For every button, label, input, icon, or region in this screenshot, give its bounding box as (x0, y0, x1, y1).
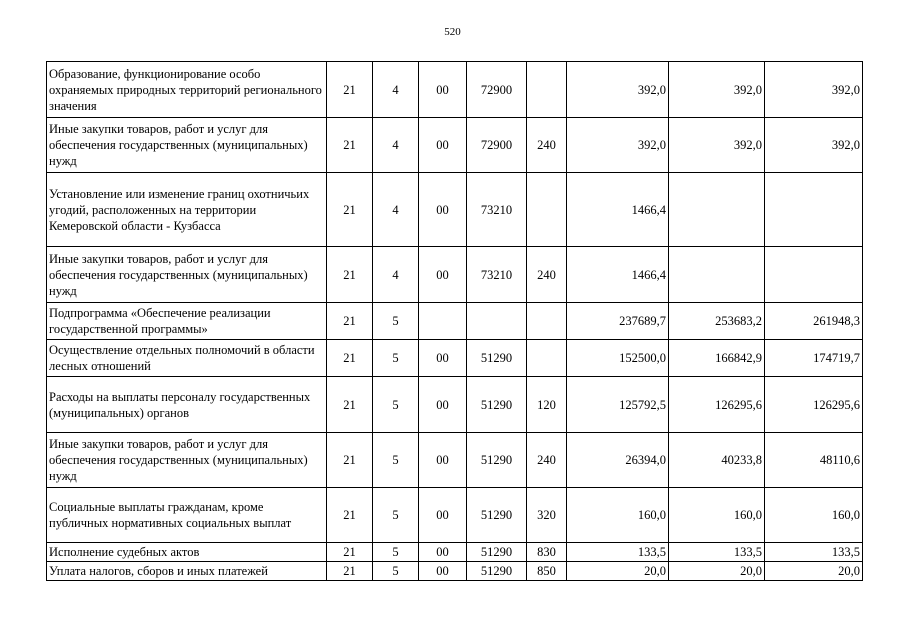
value-cell: 392,0 (765, 118, 863, 173)
code-cell: 00 (419, 247, 467, 303)
code-cell: 5 (373, 543, 419, 562)
row-name: Осуществление отдельных полномочий в области лесных отношений (47, 340, 327, 377)
value-cell: 20,0 (669, 562, 765, 581)
code-cell: 21 (327, 433, 373, 488)
value-cell (765, 247, 863, 303)
code-cell: 320 (527, 488, 567, 543)
code-cell: 73210 (467, 173, 527, 247)
value-cell (765, 173, 863, 247)
code-cell: 00 (419, 543, 467, 562)
code-cell: 850 (527, 562, 567, 581)
code-cell: 4 (373, 118, 419, 173)
value-cell: 133,5 (669, 543, 765, 562)
code-cell (527, 173, 567, 247)
value-cell: 152500,0 (567, 340, 669, 377)
value-cell: 160,0 (567, 488, 669, 543)
code-cell: 4 (373, 247, 419, 303)
value-cell (669, 247, 765, 303)
value-cell: 48110,6 (765, 433, 863, 488)
value-cell (669, 173, 765, 247)
table-row (47, 377, 863, 433)
code-cell: 51290 (467, 488, 527, 543)
value-cell: 160,0 (765, 488, 863, 543)
value-cell: 20,0 (765, 562, 863, 581)
code-cell: 4 (373, 173, 419, 247)
code-cell: 51290 (467, 433, 527, 488)
table-row (47, 543, 863, 562)
value-cell: 253683,2 (669, 303, 765, 340)
table-row (47, 62, 863, 118)
code-cell: 240 (527, 247, 567, 303)
value-cell: 26394,0 (567, 433, 669, 488)
code-cell: 830 (527, 543, 567, 562)
code-cell: 21 (327, 562, 373, 581)
value-cell: 237689,7 (567, 303, 669, 340)
code-cell: 21 (327, 303, 373, 340)
table-row (47, 433, 863, 488)
code-cell: 21 (327, 377, 373, 433)
row-name: Уплата налогов, сборов и иных платежей (47, 562, 327, 581)
value-cell: 392,0 (567, 62, 669, 118)
code-cell: 21 (327, 488, 373, 543)
code-cell: 21 (327, 173, 373, 247)
code-cell (527, 340, 567, 377)
table-row (47, 488, 863, 543)
code-cell: 5 (373, 377, 419, 433)
page-number: 520 (444, 26, 461, 38)
code-cell: 5 (373, 562, 419, 581)
row-name: Иные закупки товаров, работ и услуг для обеспечения государственных (муниципальных) нужд (47, 118, 327, 173)
value-cell: 20,0 (567, 562, 669, 581)
code-cell: 5 (373, 488, 419, 543)
code-cell: 00 (419, 377, 467, 433)
code-cell: 240 (527, 118, 567, 173)
row-name: Расходы на выплаты персоналу государственных (муниципальных) органов (47, 377, 327, 433)
value-cell: 40233,8 (669, 433, 765, 488)
code-cell (419, 303, 467, 340)
value-cell: 125792,5 (567, 377, 669, 433)
code-cell: 240 (527, 433, 567, 488)
value-cell: 1466,4 (567, 247, 669, 303)
code-cell (527, 62, 567, 118)
code-cell: 00 (419, 173, 467, 247)
code-cell: 00 (419, 118, 467, 173)
table-row (47, 562, 863, 581)
value-cell: 261948,3 (765, 303, 863, 340)
budget-table (46, 61, 863, 581)
code-cell: 21 (327, 543, 373, 562)
code-cell: 00 (419, 562, 467, 581)
value-cell: 133,5 (567, 543, 669, 562)
row-name: Образование, функционирование особо охраняемых природных территорий регионального значения (47, 62, 327, 118)
code-cell (527, 303, 567, 340)
code-cell: 51290 (467, 562, 527, 581)
code-cell: 4 (373, 62, 419, 118)
code-cell: 72900 (467, 118, 527, 173)
code-cell: 5 (373, 303, 419, 340)
code-cell: 21 (327, 247, 373, 303)
value-cell: 392,0 (669, 118, 765, 173)
code-cell: 00 (419, 62, 467, 118)
table-row (47, 118, 863, 173)
table-row (47, 247, 863, 303)
value-cell: 126295,6 (669, 377, 765, 433)
value-cell: 392,0 (765, 62, 863, 118)
code-cell: 00 (419, 433, 467, 488)
value-cell: 174719,7 (765, 340, 863, 377)
code-cell: 21 (327, 118, 373, 173)
code-cell: 5 (373, 433, 419, 488)
row-name: Исполнение судебных актов (47, 543, 327, 562)
value-cell: 133,5 (765, 543, 863, 562)
code-cell: 00 (419, 340, 467, 377)
code-cell: 21 (327, 340, 373, 377)
code-cell: 5 (373, 340, 419, 377)
row-name: Установление или изменение границ охотничьих угодий, расположенных на территории Кемеровской области - Кузбасса (47, 173, 327, 247)
value-cell: 1466,4 (567, 173, 669, 247)
value-cell: 160,0 (669, 488, 765, 543)
row-name: Подпрограмма «Обеспечение реализации государственной программы» (47, 303, 327, 340)
table-row (47, 340, 863, 377)
code-cell (467, 303, 527, 340)
code-cell: 51290 (467, 377, 527, 433)
code-cell: 73210 (467, 247, 527, 303)
value-cell: 392,0 (669, 62, 765, 118)
code-cell: 51290 (467, 543, 527, 562)
code-cell: 51290 (467, 340, 527, 377)
row-name: Иные закупки товаров, работ и услуг для обеспечения государственных (муниципальных) нужд (47, 433, 327, 488)
value-cell: 166842,9 (669, 340, 765, 377)
code-cell: 120 (527, 377, 567, 433)
code-cell: 72900 (467, 62, 527, 118)
row-name: Социальные выплаты гражданам, кроме публичных нормативных социальных выплат (47, 488, 327, 543)
table-row (47, 173, 863, 247)
value-cell: 392,0 (567, 118, 669, 173)
code-cell: 21 (327, 62, 373, 118)
value-cell: 126295,6 (765, 377, 863, 433)
table-row (47, 303, 863, 340)
row-name: Иные закупки товаров, работ и услуг для обеспечения государственных (муниципальных) нужд (47, 247, 327, 303)
code-cell: 00 (419, 488, 467, 543)
